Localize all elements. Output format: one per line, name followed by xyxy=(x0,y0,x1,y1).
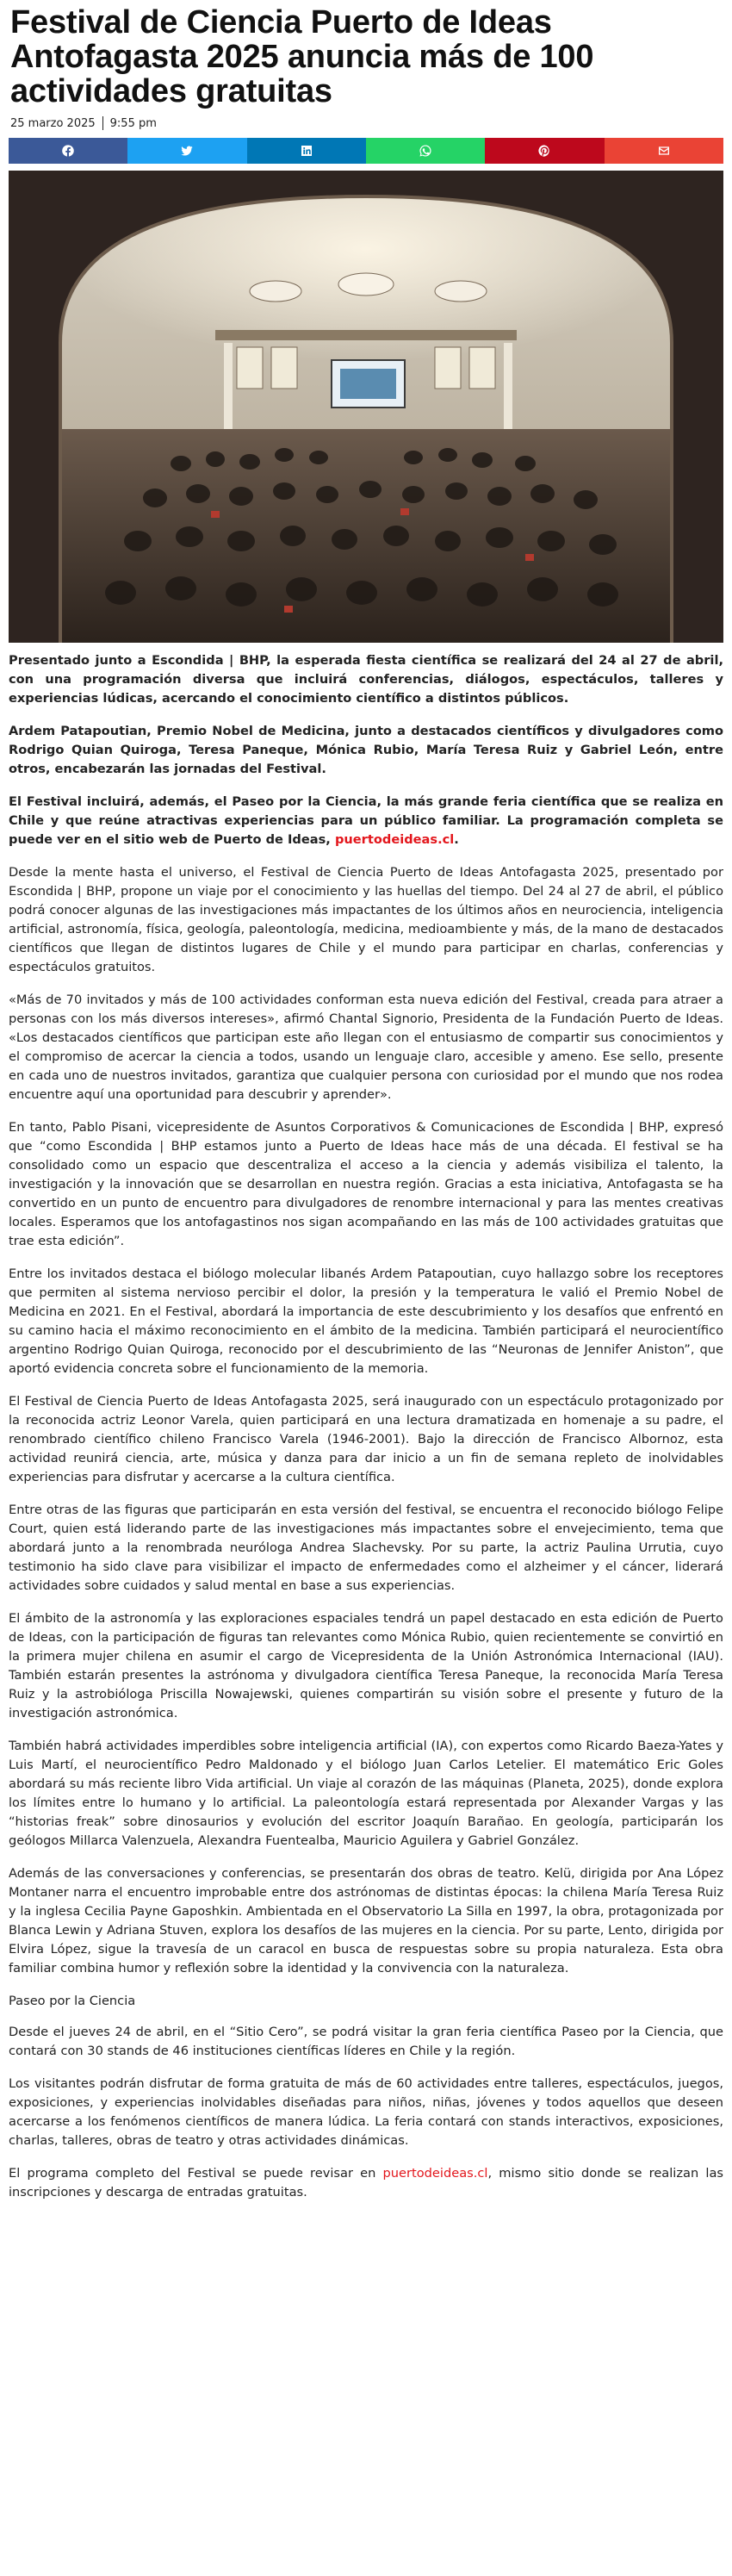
twitter-icon xyxy=(180,144,194,158)
article xyxy=(9,5,732,2202)
lead-3-text: El Festival incluirá, además, el Paseo por la Ciencia, la más grande feria científica que se realiza en Chile y que reúne atractivas experiencias para un público familiar. La programación completa se puede ver en el sitio web de Puerto de Ideas, xyxy=(9,794,723,847)
body-paragraph: Entre los invitados destaca el biólogo molecular libanés Ardem Patapoutian, cuyo hallazgo sobre los receptores que permiten al sistema nervioso percibir el dolor, la presión y la temperatura le valió el Premio Nobel de Medicina en 2021. En el Festival, abordará la importancia de este descubrimiento y los desafíos que enfrentó en su camino hacia el máximo reconocimiento en el ámbito de la medicina. También participará el neurocientífico argentino Rodrigo Quian Quiroga, reconocido por el descubrimiento de las “Neuronas de Jennifer Aniston”, que aportó evidencia concreta sobre el funcionamiento de la memoria. xyxy=(9,1266,723,1376)
body-paragraph: Desde la mente hasta el universo, el Festival de Ciencia Puerto de Ideas Antofagasta 2025, presentado por Escondida | BHP, propone un viaje por el conocimiento y las huellas del tiempo. Del 24 al 27 de abril, el público podrá conocer algunas de las investigaciones más impactantes de los últimos años en neurociencia, inteligencia artificial, astronomía, física, geología, paleontología, medicina, medioambiente y más, de la mano de destacados científicos que llegan de distintos lugares de Chile y el mundo para participar en charlas, conferencias y espectáculos gratuitos. xyxy=(9,865,723,974)
email-icon xyxy=(657,144,671,158)
facebook-icon xyxy=(61,144,75,158)
article-date: 25 marzo 2025 xyxy=(10,116,96,130)
body-paragraph: «Más de 70 invitados y más de 100 actividades conforman esta nueva edición del Festival, creada para atraer a personas con los más diversos intereses», afirmó Chantal Signorio, Presidenta de la Fundación Puerto de Ideas. «Los destacados científicos que participan este año llegan con el entusiasmo de compartir sus conocimientos y el compromiso de acercar la ciencia a todos, usando un lenguaje claro, accesible y ameno. Ese sello, presente en cada uno de nuestros invitados, garantiza que cualquier persona con curiosidad por el mundo que nos rodea encuentre aquí una oportunidad para descubrir y aprender». xyxy=(9,992,723,1102)
festival-hall-image xyxy=(9,171,723,643)
whatsapp-icon xyxy=(419,144,432,158)
body-paragraph: El ámbito de la astronomía y las exploraciones espaciales tendrá un papel destacado en esta edición de Puerto de Ideas, con la participación de figuras tan relevantes como Mónica Rubio, quien recientemente se convirtió en la primera mujer chilena en asumir el cargo de Vicepresidenta de la Unión Astronómica Internacional (IAU). También estarán presentes la astrónoma y divulgadora científica Teresa Paneque, la reconocida María Teresa Ruiz y la astrobióloga Priscilla Nowajewski, quienes compartirán su visión sobre el presente y futuro de la investigación astronómica. xyxy=(9,1611,723,1720)
lead-paragraph-3 xyxy=(9,793,723,849)
puertodeideas-link[interactable]: puertodeideas.cl xyxy=(334,832,455,847)
article-meta xyxy=(10,115,732,131)
article-title: Festival de Ciencia Puerto de Ideas Antofagasta 2025 anuncia más de 100 actividades gratuitas xyxy=(10,4,594,109)
closing-text: El programa completo del Festival se puede revisar en xyxy=(9,2166,383,2181)
linkedin-icon xyxy=(300,144,313,158)
body-paragraph: El Festival de Ciencia Puerto de Ideas Antofagasta 2025, será inaugurado con un espectáculo protagonizado por la reconocida actriz Leonor Varela, quien participará en una lectura dramatizada en homenaje a su padre, el renombrado científico chileno Francisco Varela (1946-2001). Bajo la dirección de Francisco Albornoz, esta actividad reunirá ciencia, arte, música y danza para dar inicio a un fin de semana repleto de inolvidables experiencias para disfrutar y acercarse a la cultura científica. xyxy=(9,1394,723,1484)
pinterest-icon xyxy=(537,144,551,158)
puertodeideas-program-link[interactable]: puertodeideas.cl xyxy=(382,2166,488,2181)
section-heading-paseo: Paseo por la Ciencia xyxy=(9,1994,136,2008)
closing-paragraph xyxy=(9,2164,723,2202)
body-paragraph: En tanto, Pablo Pisani, vicepresidente de Asuntos Corporativos & Comunicaciones de Escondida | BHP, expresó que “como Escondida | BHP estamos junto a Puerto de Ideas hace más de una década. El festival se ha consolidado como un espacio que descentraliza el acceso a la ciencia y además visibiliza el talento, la investigación y la innovación que se desarrollan en nuestra región. Gracias a esta iniciativa, Antofagasta se ha convertido en un punto de encuentro para divulgadores de renombre internacional y para las mentes creativas locales. Esperamos que los antofagastinos nos sigan acompañando en las más de 100 actividades gratuitas que trae esta edición”. xyxy=(9,1120,723,1248)
body-paragraph: Los visitantes podrán disfrutar de forma gratuita de más de 60 actividades entre talleres, espectáculos, juegos, exposiciones, y experiencias inolvidables diseñadas para niños, niñas, jóvenes y todos aquellos que deseen acercarse a los fenómenos científicos de manera lúdica. La feria contará con stands interactivos, exposiciones, charlas, talleres, obras de teatro y otras actividades dinámicas. xyxy=(9,2076,723,2148)
lead-3-end: . xyxy=(454,832,459,847)
festival-photo xyxy=(9,171,723,643)
share-facebook-button[interactable] xyxy=(9,138,127,164)
share-linkedin-button[interactable] xyxy=(247,138,366,164)
meta-divider xyxy=(102,116,103,130)
share-pinterest-button[interactable] xyxy=(485,138,604,164)
lead-paragraph-1: Presentado junto a Escondida | BHP, la esperada fiesta científica se realizará del 24 al 27 de abril, con una programación diversa que incluirá conferencias, diálogos, espectáculos, talleres y experiencias lúdicas, acercando el conocimiento científico a distintos públicos. xyxy=(9,653,723,706)
article-body xyxy=(9,651,723,2202)
article-time: 9:55 pm xyxy=(109,116,157,130)
body-paragraph: Además de las conversaciones y conferencias, se presentarán dos obras de teatro. Kelü, dirigida por Ana López Montaner narra el encuentro improbable entre dos astrónomas de distintas épocas: la chilena María Teresa Ruiz y la inglesa Cecilia Payne Gaposhkin. Ambientada en el Observatorio La Silla en 1997, la obra, protagonizada por Blanca Lewin y Adriana Stuven, explora los desafíos de las mujeres en la ciencia. Por su parte, Lento, dirigida por Elvira López, sigue la travesía de un caracol en busca de respuestas sobre su propia naturaleza. Esta obra familiar combina humor y reflexión sobre la identidad y la convivencia con la naturaleza. xyxy=(9,1866,723,1976)
share-whatsapp-button[interactable] xyxy=(366,138,485,164)
share-email-button[interactable] xyxy=(605,138,723,164)
closing-end: , mismo sitio donde se realizan las inscripciones y descarga de entradas gratuitas. xyxy=(9,2166,723,2200)
share-twitter-button[interactable] xyxy=(127,138,246,164)
body-paragraph: Desde el jueves 24 de abril, en el “Sitio Cero”, se podrá visitar la gran feria científica Paseo por la Ciencia, que contará con 30 stands de 46 instituciones científicas líderes en Chile y la región. xyxy=(9,2025,723,2058)
share-bar xyxy=(9,138,723,164)
lead-paragraph-2: Ardem Patapoutian, Premio Nobel de Medicina, junto a destacados científicos y divulgadores como Rodrigo Quian Quiroga, Teresa Paneque, Mónica Rubio, María Teresa Ruiz y Gabriel León, entre otros, encabezarán las jornadas del Festival. xyxy=(9,724,723,776)
body-paragraph: Entre otras de las figuras que participarán en esta versión del festival, se encuentra el reconocido biólogo Felipe Court, quien está liderando parte de las investigaciones más impactantes sobre el envejecimiento, tema que abordará junto a la renombrada neuróloga Andrea Slachevsky. Por su parte, la actriz Paulina Urrutia, cuyo testimonio ha sido clave para visibilizar el impacto de enfermedades como el alzheimer y el cáncer, liderará actividades sobre cuidados y salud mental en base a sus experiencias. xyxy=(9,1503,723,1593)
body-paragraph: También habrá actividades imperdibles sobre inteligencia artificial (IA), con expertos como Ricardo Baeza-Yates y Luis Martí, el neurocientífico Pedro Maldonado y el biólogo Juan Carlos Letelier. El matemático Eric Goles abordará su más reciente libro Vida artificial. Un viaje al corazón de las máquinas (Planeta, 2025), donde explora los límites entre lo humano y lo artificial. La paleontología estará representada por Alexander Vargas y las “historias freak” sobre dinosaurios y evolución del escritor Joaquín Barañao. En geología, participarán los geólogos Millarca Valenzuela, Alexandra Fuentealba, Mauricio Aguilera y Gabriel González. xyxy=(9,1739,723,1848)
